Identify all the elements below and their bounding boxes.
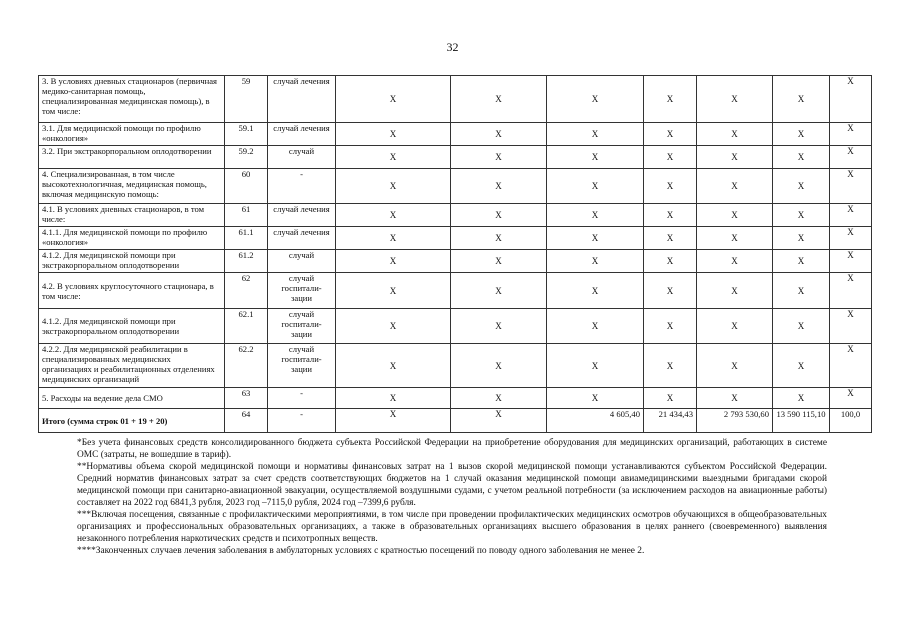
cell: X [336, 250, 451, 273]
cell: X [547, 169, 644, 204]
cell: X [336, 123, 451, 146]
cell: X [697, 388, 773, 409]
footnote: ***Включая посещения, связанные с профилактическими мероприятиями, в том числе при проведении профилактических медицинских осмотров обучающихся в общеобразовательных организациях и профессиональных образовательных организациях, а также в образовательных организациях высшего образования в целях раннего (своевременного) выявления незаконного потребления наркотических средств и психотропных веществ. [77, 510, 827, 544]
cell: X [451, 250, 547, 273]
row-unit: случай лечения [268, 227, 336, 250]
cell: X [336, 169, 451, 204]
cell: X [830, 388, 872, 409]
row-unit: случай госпитали-зации [268, 309, 336, 344]
cell: X [644, 146, 697, 169]
cell: X [697, 344, 773, 388]
cell: X [547, 227, 644, 250]
row-unit: случай [268, 146, 336, 169]
cell: X [773, 146, 830, 169]
cell: X [644, 344, 697, 388]
row-code: 61 [225, 204, 268, 227]
cell: X [547, 388, 644, 409]
cell: X [336, 146, 451, 169]
cell: X [830, 123, 872, 146]
row-name: 5. Расходы на ведение дела СМО [39, 388, 225, 409]
cell: X [773, 344, 830, 388]
row-name: 4. Специализированная, в том числе высокотехнологичная, медицинская помощь, включая медицинскую помощь: [39, 169, 225, 204]
row-name: 4.1.1. Для медицинской помощи по профилю «онкология» [39, 227, 225, 250]
cell: X [547, 250, 644, 273]
table-row [39, 123, 872, 146]
total-unit: - [268, 409, 336, 433]
row-unit: случай госпитали-зации [268, 273, 336, 309]
row-unit: случай лечения [268, 204, 336, 227]
table-row [39, 309, 872, 344]
cell: X [451, 123, 547, 146]
cell: X [451, 388, 547, 409]
table-row [39, 388, 872, 409]
cell: X [336, 273, 451, 309]
cell: X [451, 309, 547, 344]
row-unit: - [268, 169, 336, 204]
cell: X [697, 227, 773, 250]
row-code: 62.2 [225, 344, 268, 388]
cell: X [830, 204, 872, 227]
row-code: 60 [225, 169, 268, 204]
total-row [39, 409, 872, 433]
cell: X [644, 388, 697, 409]
row-name: 4.1.2. Для медицинской помощи при экстракорпоральном оплодотворении [39, 250, 225, 273]
row-unit: случай лечения [268, 76, 336, 123]
cell: X [697, 123, 773, 146]
cell: X [697, 76, 773, 123]
cell: X [773, 169, 830, 204]
row-code: 59.2 [225, 146, 268, 169]
cell: X [547, 344, 644, 388]
total-value: 2 793 530,60 [697, 409, 773, 433]
cell: X [773, 250, 830, 273]
cell: X [830, 146, 872, 169]
row-code: 59.1 [225, 123, 268, 146]
row-code: 63 [225, 388, 268, 409]
row-unit: случай госпитали-зации [268, 344, 336, 388]
cell: X [697, 204, 773, 227]
cell: X [697, 309, 773, 344]
cell: X [773, 273, 830, 309]
total-value: 21 434,43 [644, 409, 697, 433]
cell: X [697, 250, 773, 273]
cell: X [336, 388, 451, 409]
row-name: 3.2. При экстракорпоральном оплодотворении [39, 146, 225, 169]
row-unit: - [268, 388, 336, 409]
table-row [39, 250, 872, 273]
cell: X [336, 344, 451, 388]
cell: X [451, 204, 547, 227]
table-row [39, 76, 872, 123]
row-code: 61.1 [225, 227, 268, 250]
cell: X [547, 204, 644, 227]
cell: X [547, 123, 644, 146]
row-code: 59 [225, 76, 268, 123]
table-row [39, 344, 872, 388]
cell: X [644, 273, 697, 309]
cell: X [451, 273, 547, 309]
footnote: *Без учета финансовых средств консолидированного бюджета субъекта Российской Федерации на приобретение оборудования для медицинских организаций, работающих в системе ОМС (затраты, не вошедшие в тариф). [77, 438, 827, 460]
cell: X [697, 169, 773, 204]
cell: X [697, 273, 773, 309]
cell: X [547, 146, 644, 169]
total-value: 13 590 115,10 [773, 409, 830, 433]
cell: X [830, 227, 872, 250]
cell: X [830, 76, 872, 123]
cell: X [697, 146, 773, 169]
cell: X [830, 309, 872, 344]
cell: X [773, 76, 830, 123]
cell: X [451, 76, 547, 123]
cell: X [773, 388, 830, 409]
cell: X [547, 309, 644, 344]
cell: X [451, 146, 547, 169]
row-unit: случай лечения [268, 123, 336, 146]
cell: X [644, 204, 697, 227]
total-name: Итого (сумма строк 01 + 19 + 20) [39, 409, 225, 433]
cell: X [644, 76, 697, 123]
table-row [39, 146, 872, 169]
row-code: 62 [225, 273, 268, 309]
row-name: 4.2.2. Для медицинской реабилитации в специализированных медицинских организациях и реабилитационных отделениях медицинских организаций [39, 344, 225, 388]
footnote: ****Законченных случаев лечения заболевания в амбулаторных условиях с кратностью посещений по поводу одного заболевания не менее 2. [77, 546, 645, 556]
cell: X [451, 409, 547, 433]
cell: X [336, 204, 451, 227]
cell: X [773, 227, 830, 250]
row-code: 61.2 [225, 250, 268, 273]
cell: X [336, 409, 451, 433]
row-unit: случай [268, 250, 336, 273]
table-row [39, 227, 872, 250]
cell: X [644, 227, 697, 250]
cell: X [830, 273, 872, 309]
row-code: 62.1 [225, 309, 268, 344]
row-name: 3. В условиях дневных стационаров (первичная медико-санитарная помощь, специализированная медицинская помощь), в том числе: [39, 76, 225, 123]
cell: X [547, 76, 644, 123]
cell: X [451, 227, 547, 250]
cell: X [644, 309, 697, 344]
table-row [39, 204, 872, 227]
cell: X [773, 123, 830, 146]
cell: X [451, 169, 547, 204]
cell: X [830, 169, 872, 204]
cell: X [336, 309, 451, 344]
cell: X [644, 169, 697, 204]
footnotes [77, 437, 827, 557]
cell: X [336, 227, 451, 250]
row-name: 3.1. Для медицинской помощи по профилю «онкология» [39, 123, 225, 146]
cell: X [644, 250, 697, 273]
total-value: 4 605,40 [547, 409, 644, 433]
cell: X [773, 204, 830, 227]
data-table [38, 75, 872, 433]
row-name: 4.1.2. Для медицинской помощи при экстракорпоральном оплодотворении [39, 309, 225, 344]
row-name: 4.2. В условиях круглосуточного стационара, в том числе: [39, 273, 225, 309]
cell: X [773, 309, 830, 344]
cell: X [830, 344, 872, 388]
cell: X [547, 273, 644, 309]
cell: X [644, 123, 697, 146]
footnote: **Нормативы объема скорой медицинской помощи и нормативы финансовых затрат на 1 вызов скорой медицинской помощи устанавливаются субъектом Российской Федерации. Средний норматив финансовых затрат за счет средств соответствующих бюджетов на 1 случай оказания медицинской помощи авиамедицинскими выездными бригадами скорой медицинской помощи при санитарно-авиационной эвакуации, осуществляемой воздушными судами, с учетом реальной потребности (за исключением расходов на авиационные работы) составляет на 2022 год 6841,3 рубля, 2023 год –7115,0 рубля, 2024 год –7399,6 рубля. [77, 462, 827, 508]
table-row [39, 169, 872, 204]
table-row [39, 273, 872, 309]
cell: X [830, 250, 872, 273]
cell: X [451, 344, 547, 388]
row-name: 4.1. В условиях дневных стационаров, в том числе: [39, 204, 225, 227]
total-value: 100,0 [830, 409, 872, 433]
cell: X [336, 76, 451, 123]
total-code: 64 [225, 409, 268, 433]
page-number: 32 [446, 40, 459, 54]
